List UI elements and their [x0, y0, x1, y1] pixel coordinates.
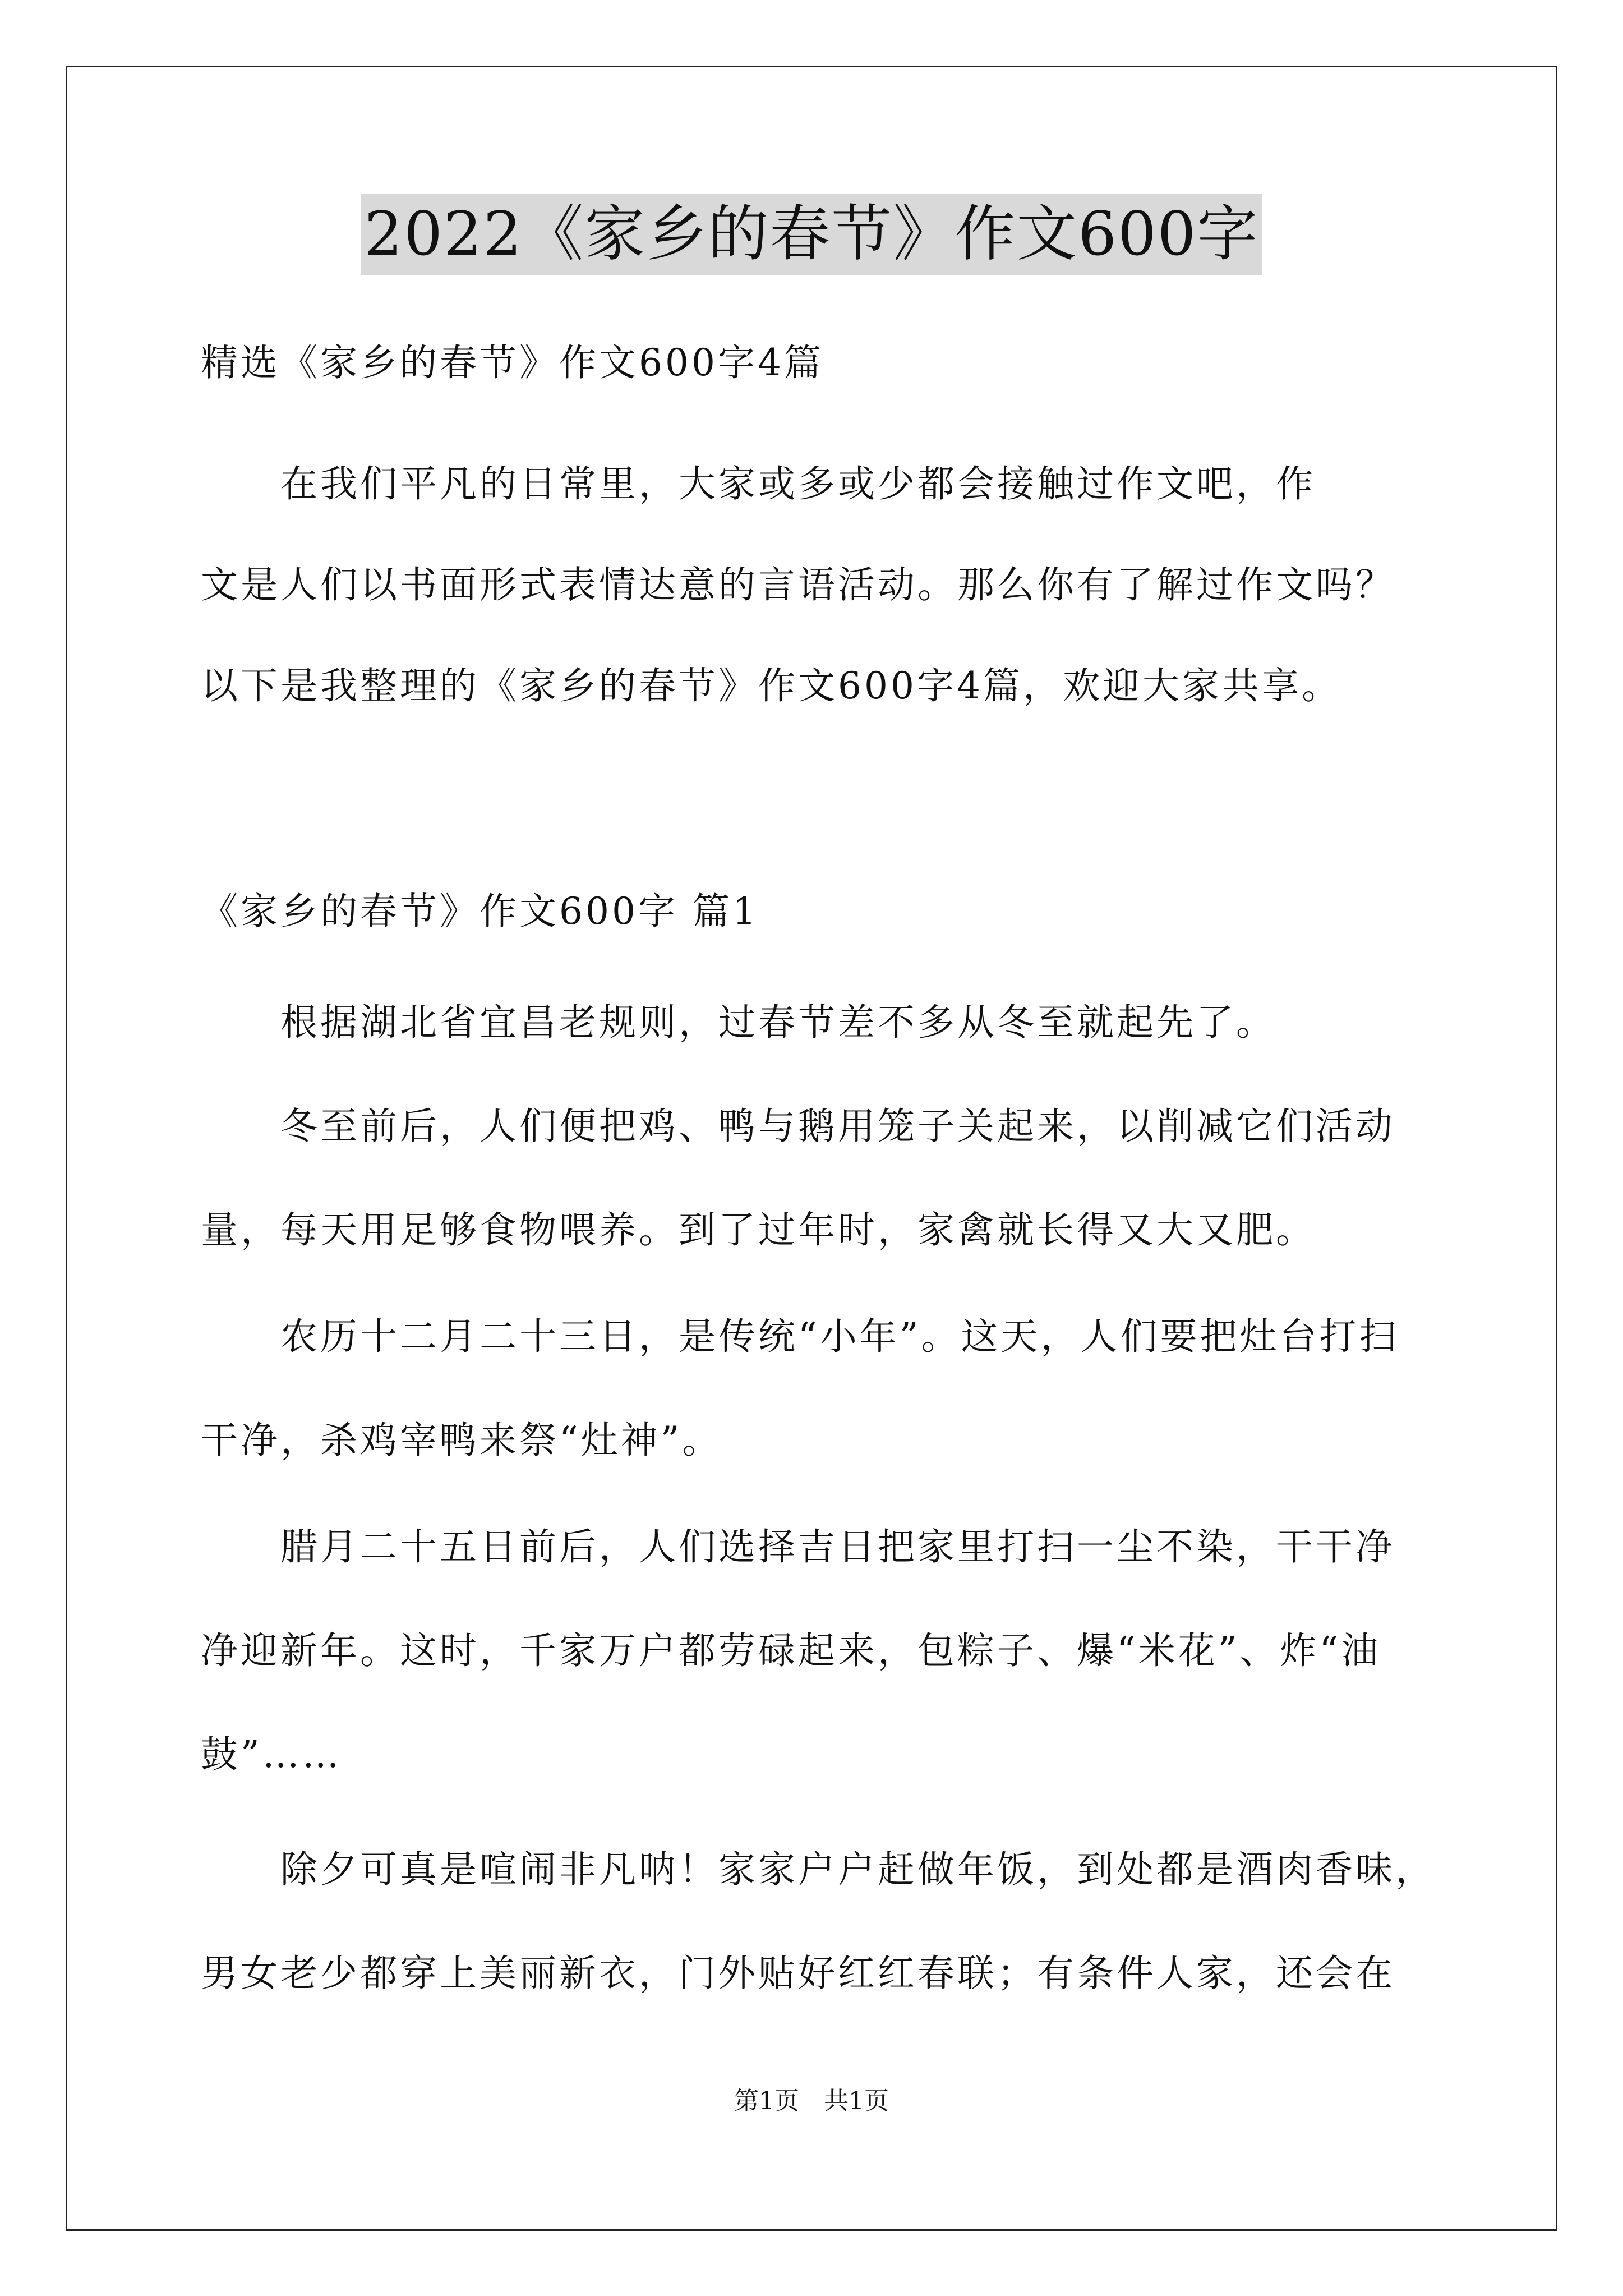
body-line: 冬至前后，人们便把鸡、鸭与鹅用笼子关起来，以削减它们活动 — [201, 1105, 1395, 1148]
body-line: 农历十二月二十三日，是传统“小年”。这天，人们要把灶台打扫 — [201, 1315, 1399, 1358]
title-container — [0, 194, 1623, 275]
document-subtitle: 精选《家乡的春节》作文600字4篇 — [201, 341, 824, 384]
intro-line-2: 文是人们以书面形式表情达意的言语活动。那么你有了解过作文吗？ — [201, 563, 1395, 606]
body-line: 净迎新年。这时，千家万户都劳碌起来，包粽子、爆“米花”、炸“油 — [201, 1629, 1381, 1672]
body-line: 鼓”…… — [201, 1733, 342, 1776]
body-line: 根据湖北省宜昌老规则，过春节差不多从冬至就起先了。 — [201, 1001, 1276, 1044]
document-title: 2022《家乡的春节》作文600字 — [361, 194, 1262, 275]
body-line: 腊月二十五日前后，人们选择吉日把家里打扫一尘不染，干干净 — [201, 1525, 1395, 1568]
body-line: 量，每天用足够食物喂养。到了过年时，家禽就长得又大又肥。 — [201, 1208, 1316, 1251]
intro-line-3: 以下是我整理的《家乡的春节》作文600字4篇，欢迎大家共享。 — [201, 664, 1341, 707]
section-heading: 《家乡的春节》作文600字 篇1 — [201, 890, 759, 933]
intro-line-1: 在我们平凡的日常里，大家或多或少都会接触过作文吧，作 — [201, 462, 1316, 505]
body-line: 男女老少都穿上美丽新衣，门外贴好红红春联；有条件人家，还会在 — [201, 1952, 1395, 1995]
page-footer: 第1页 共1页 — [734, 2087, 889, 2115]
body-line: 干净，杀鸡宰鸭来祭“灶神”。 — [201, 1419, 722, 1462]
body-line: 除夕可真是喧闹非凡呐！家家户户赶做年饭，到处都是酒肉香味， — [201, 1848, 1435, 1891]
